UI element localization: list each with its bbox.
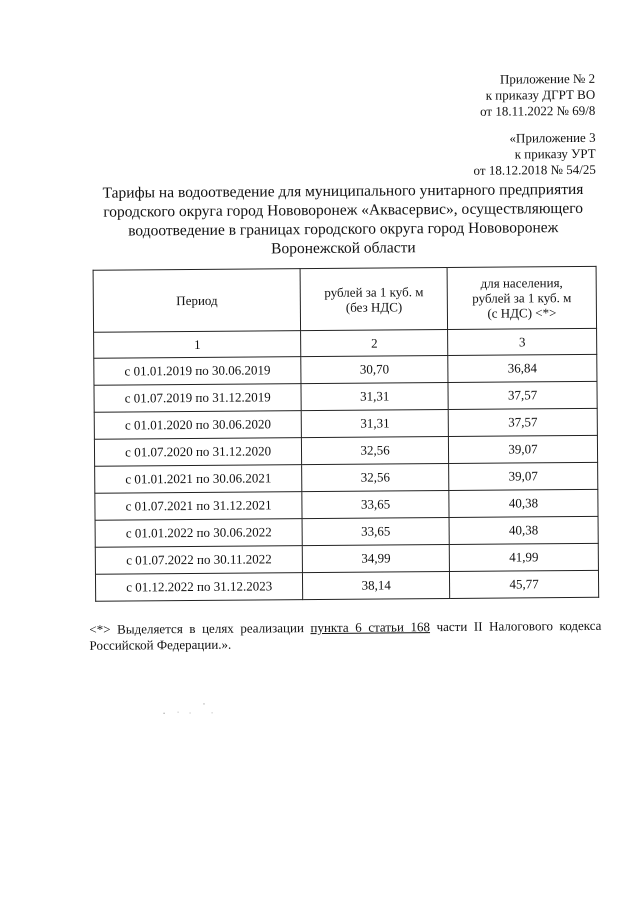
attachment-order-date: от 18.12.2018 № 54/25 (473, 161, 596, 178)
period-cell: с 01.01.2022 по 30.06.2022 (95, 519, 302, 548)
title-line: Воронежской области (271, 239, 416, 258)
title-line: Тарифы на водоотведение для муниципального унитарного предприятия (102, 180, 584, 202)
price-population-cell: 45,77 (449, 570, 598, 598)
price-population-cell: 39,07 (449, 462, 598, 490)
header-text: для населения, (480, 275, 563, 291)
header-price-no-vat (300, 267, 447, 330)
attachment-number: Приложение № 2 (499, 70, 596, 87)
scan-specks (160, 701, 220, 717)
tariff-table (93, 266, 600, 602)
attachment-header-current (480, 71, 596, 120)
price-no-vat-cell: 31,31 (301, 409, 448, 437)
header-text: рублей за 1 куб. м (324, 283, 424, 300)
attachment-number: «Приложение 3 (509, 129, 596, 146)
table-row (94, 381, 597, 412)
period-cell: с 01.07.2020 по 31.12.2020 (94, 438, 301, 467)
price-no-vat-cell: 33,65 (302, 517, 449, 545)
price-no-vat-cell: 34,99 (303, 544, 450, 572)
footnote (89, 618, 601, 654)
table-header-row (93, 266, 596, 332)
table-row (94, 435, 597, 466)
attachment-order-ref: к приказу ДГРТ ВО (485, 86, 596, 103)
price-population-cell: 37,57 (448, 408, 597, 436)
attachment-order-date: от 18.11.2022 № 69/8 (479, 102, 596, 119)
header-text: (с НДС) <*> (487, 305, 557, 321)
column-number-row (94, 328, 597, 358)
period-cell: с 01.01.2021 по 30.06.2021 (95, 465, 302, 494)
document-title (98, 180, 589, 260)
header-price-population (447, 266, 596, 329)
period-cell: с 01.12.2022 по 31.12.2023 (95, 573, 302, 602)
price-population-cell: 40,38 (449, 489, 598, 517)
footnote-text: <*> Выделяется в целях реализации (89, 620, 311, 637)
attachment-order-ref: к приказу УРТ (514, 145, 596, 162)
price-population-cell: 39,07 (448, 435, 597, 463)
table-row (94, 354, 597, 385)
price-no-vat-cell: 33,65 (302, 490, 449, 518)
table-row (95, 462, 598, 493)
price-population-cell: 40,38 (449, 516, 598, 544)
price-no-vat-cell: 32,56 (302, 463, 449, 491)
header-text: (без НДС) (345, 298, 403, 315)
period-cell: с 01.07.2019 по 31.12.2019 (94, 384, 301, 413)
price-no-vat-cell: 31,31 (301, 382, 448, 410)
price-no-vat-cell: 30,70 (301, 355, 448, 383)
table-row (95, 570, 598, 601)
price-no-vat-cell: 32,56 (302, 436, 449, 464)
period-cell: с 01.07.2021 по 31.12.2021 (95, 492, 302, 521)
column-number: 1 (94, 331, 301, 359)
period-cell: с 01.07.2022 по 30.11.2022 (95, 546, 302, 575)
header-period: Период (93, 269, 301, 333)
column-number: 2 (301, 329, 448, 356)
price-population-cell: 41,99 (449, 543, 598, 571)
footnote-text: части II Налогового кодекса Российской Федерации.». (89, 617, 602, 653)
header-text: рублей за 1 куб. м (472, 290, 572, 306)
table-row (95, 489, 598, 520)
title-line: водоотведение в границах городского округа город Нововоронеж (128, 219, 559, 240)
price-population-cell: 37,57 (448, 381, 597, 409)
table-row (95, 543, 598, 574)
table-row (95, 516, 598, 547)
attachment-header-original (473, 130, 596, 179)
tax-code-article-link[interactable]: пункта 6 статьи 168 (310, 619, 431, 636)
period-cell: с 01.01.2020 по 30.06.2020 (94, 411, 301, 440)
column-number: 3 (448, 328, 597, 355)
table-row (94, 408, 597, 439)
price-no-vat-cell: 38,14 (303, 571, 450, 599)
title-line: городского округа город Нововоронеж «Аквасервис», осуществляющего (103, 199, 584, 221)
price-population-cell: 36,84 (448, 354, 597, 382)
period-cell: с 01.01.2019 по 30.06.2019 (94, 357, 301, 386)
